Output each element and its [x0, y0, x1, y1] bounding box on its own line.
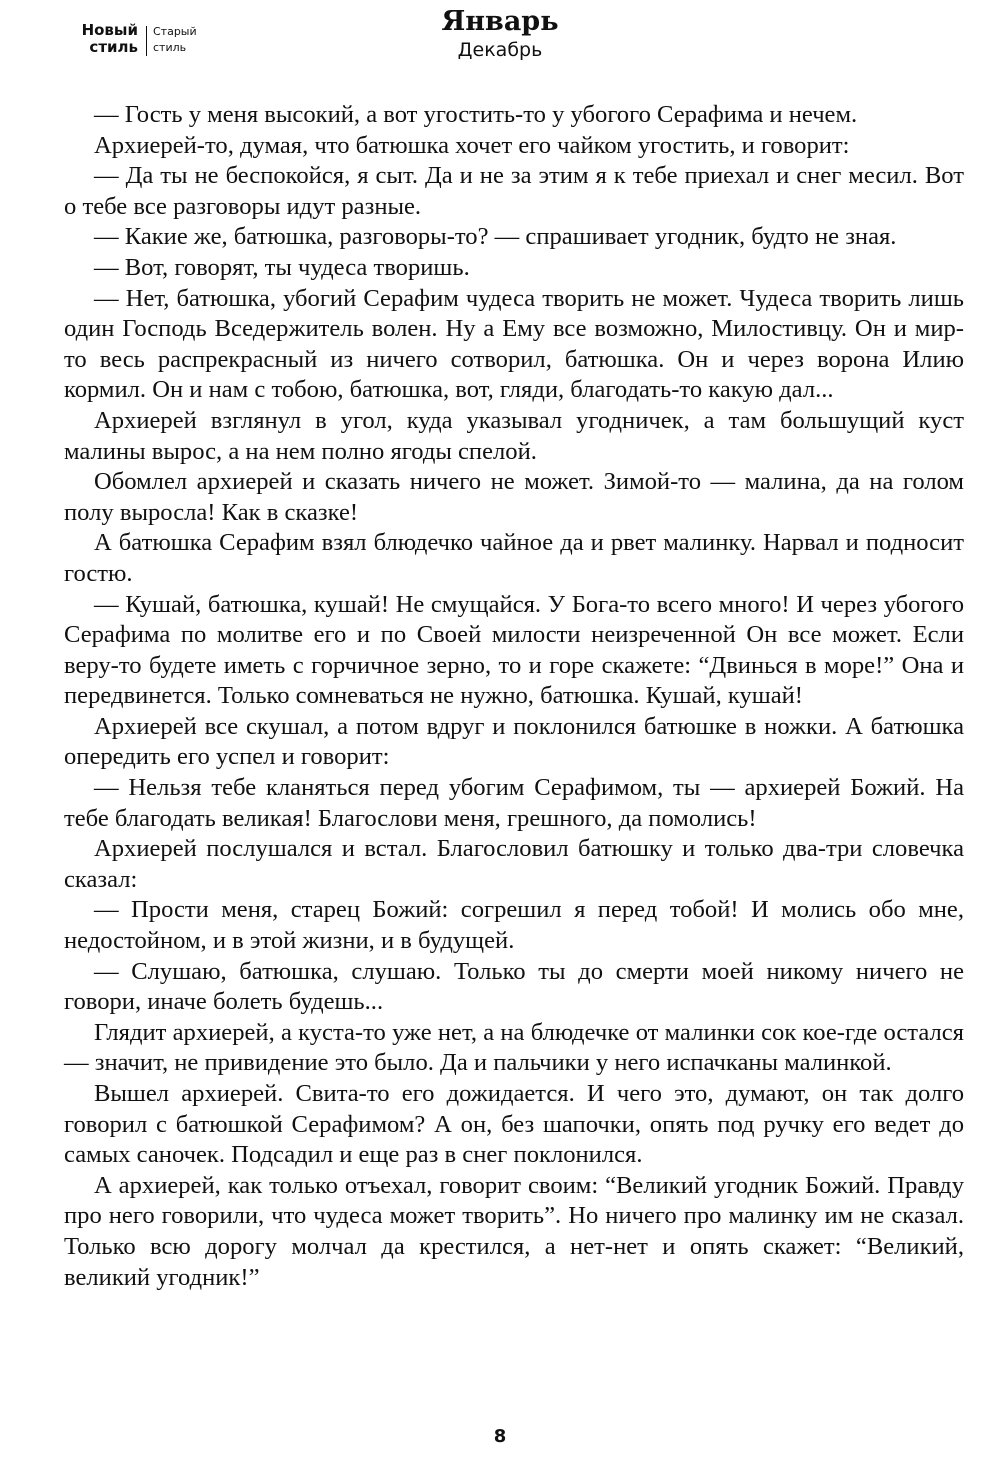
paragraph: Обомлел архиерей и сказать ничего не может. Зимой-то — малина, да на голом полу выросла! Как в сказке! [64, 468, 964, 526]
month-old-style: Декабрь [457, 39, 543, 61]
new-style-label: Новый стиль [81, 21, 138, 56]
paragraph: — Да ты не беспокойся, я сыт. Да и не за этим я к тебе приехал и снег месил. Вот о тебе все разговоры идут разные. [64, 162, 964, 220]
paragraph: Архиерей-то, думая, что батюшка хочет его чайком угостить, и говорит: [94, 131, 850, 159]
body-text [64, 100, 964, 1293]
paragraph: А батюшка Серафим взял блюдечко чайное да и рвет малинку. Нарвал и подносит гостю. [64, 529, 964, 587]
paragraph: — Нельзя тебе кланяться перед убогим Серафимом, ты — архиерей Божий. На тебе благодать великая! Благослови меня, грешного, да помолись! [64, 774, 964, 832]
paragraph: Архиерей взглянул в угол, куда указывал угодничек, а там большущий куст малины вырос, а на нем полно ягоды спелой. [64, 406, 964, 465]
paragraph: Вышел архиерей. Свита-то его дожидается. И чего это, думают, он так долго говорил с батюшкой Серафимом? А он, без шапочки, опять под ручку его ведет до самых саночек. Подсадил и еще раз в снег поклонился. [64, 1080, 964, 1169]
paragraph: — Нет, батюшка, убогий Серафим чудеса творить не может. Чудеса творить лишь один Господь Вседержитель волен. Ну а Ему все возможно, Милостивцу. Он и мир-то весь распрекрасный из ничего сотворил, батюшка. Он и через ворона Илию кормил. Он и нам с тобою, батюшка, вот, гляди, благодать-то какую дал... [64, 284, 964, 404]
page-header [0, 0, 1000, 80]
paragraph: — Какие же, батюшка, разговоры-то? — спрашивает угодник, будто не зная. [94, 223, 897, 251]
paragraph: А архиерей, как только отъехал, говорит своим: “Великий угодник Божий. Правду про него говорили, что чудеса может творить”. Но ничего про малинку им не сказал. Только всю дорогу молчал да крестился, а нет-нет и опять скажет: “Великий, великий угодник!” [64, 1171, 964, 1291]
paragraph: Глядит архиерей, а куста-то уже нет, а на блюдечке от малинки сок кое-где остался — значит, не привидение это было. Да и пальчики у него испачканы малинкой. [64, 1018, 964, 1077]
old-style-label: Старый стиль [153, 25, 197, 54]
month-title: Январь [441, 6, 559, 37]
paragraph: — Вот, говорят, ты чудеса творишь. [94, 253, 470, 281]
paragraph: — Слушаю, батюшка, слушаю. Только ты до смерти моей никому ничего не говори, иначе болеть будешь... [64, 957, 964, 1016]
page-number: 8 [493, 1426, 507, 1447]
paragraph: — Кушай, батюшка, кушай! Не смущайся. У Бога-то всего много! И через убогого Серафима по молитве его и по Своей милости неизреченной Он все может. Если веру-то будете иметь с горчичное зерно, то и горе скажете: “Двинься в море!” Она и передвинется. Только сомневаться не нужно, батюшка. Кушай, кушай! [64, 590, 964, 710]
paragraph: Архиерей послушался и встал. Благословил батюшку и только два-три словечка сказал: [64, 835, 964, 893]
paragraph: — Гость у меня высокий, а вот угостить-то у убогого Серафима и нечем. [94, 101, 858, 128]
paragraph: — Прости меня, старец Божий: согрешил я перед тобой! И молись обо мне, недостойном, и в этой жизни, и в будущей. [64, 896, 964, 955]
paragraph: Архиерей все скушал, а потом вдруг и поклонился батюшке в ножки. А батюшка опередить его успел и говорит: [64, 712, 964, 771]
